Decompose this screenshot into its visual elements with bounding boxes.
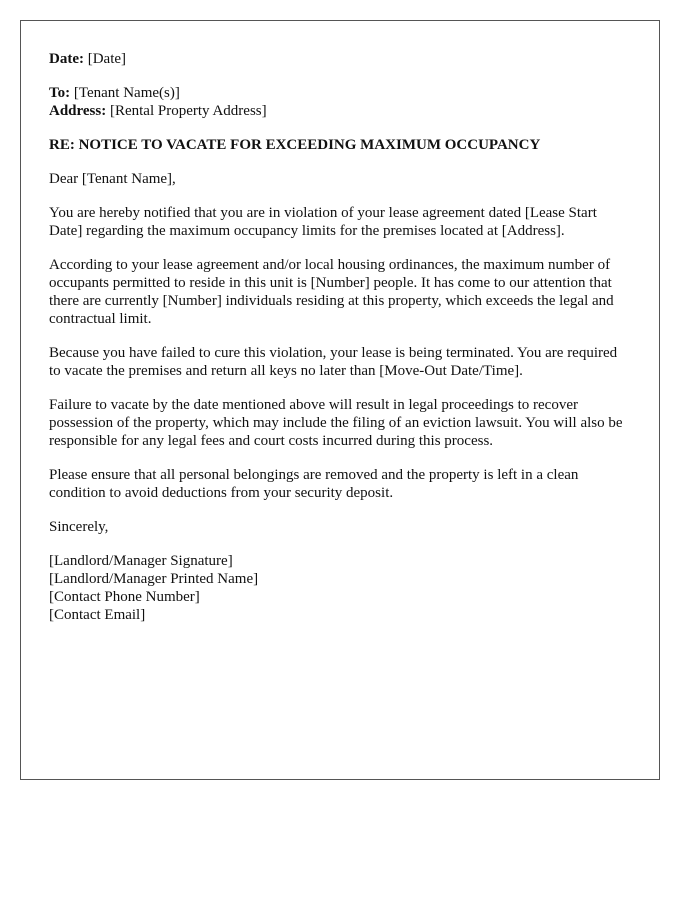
address-value: [Rental Property Address]: [109, 103, 267, 119]
letter-page: [20, 20, 660, 780]
subject-line: RE: NOTICE TO VACATE FOR EXCEEDING MAXIMUM OCCUPANCY: [49, 137, 541, 153]
contact-phone-line: [Contact Phone Number]: [49, 589, 200, 605]
to-value: [Tenant Name(s)]: [73, 85, 180, 101]
to-line: [49, 84, 631, 102]
to-label: To:: [49, 85, 71, 101]
date-block: [49, 50, 631, 68]
address-label: Address:: [49, 103, 107, 119]
salutation: Dear [Tenant Name],: [49, 171, 176, 187]
signature-line: [Landlord/Manager Signature]: [49, 553, 233, 569]
date-label: Date:: [49, 51, 84, 67]
contact-email-line: [Contact Email]: [49, 607, 146, 623]
signature-block: [49, 552, 631, 624]
body-paragraph-3: Because you have failed to cure this violation, your lease is being terminated. You are required to vacate the premises and return all keys no later than [Move-Out Date/Time].: [49, 345, 618, 379]
body-paragraph-5: Please ensure that all personal belongings are removed and the property is left in a clean condition to avoid deductions from your security deposit.: [49, 467, 579, 501]
address-line: [49, 102, 631, 120]
recipient-block: [49, 84, 631, 120]
printed-name-line: [Landlord/Manager Printed Name]: [49, 571, 259, 587]
body-paragraph-1: You are hereby notified that you are in violation of your lease agreement dated [Lease Start Date] regarding the maximum occupancy limits for the premises located at [Address].: [49, 205, 597, 239]
date-line: [49, 50, 631, 68]
date-value: [Date]: [87, 51, 127, 67]
closing: Sincerely,: [49, 519, 109, 535]
body-paragraph-4: Failure to vacate by the date mentioned above will result in legal proceedings to recover possession of the property, which may include the filing of an eviction lawsuit. You will also be responsible for any legal fees and court costs incurred during this process.: [49, 397, 623, 449]
body-paragraph-2: According to your lease agreement and/or local housing ordinances, the maximum number of occupants permitted to reside in this unit is [Number] people. It has come to our attention that there are currently [Number] individuals residing at this property, which exceeds the legal and contractual limit.: [49, 257, 614, 327]
